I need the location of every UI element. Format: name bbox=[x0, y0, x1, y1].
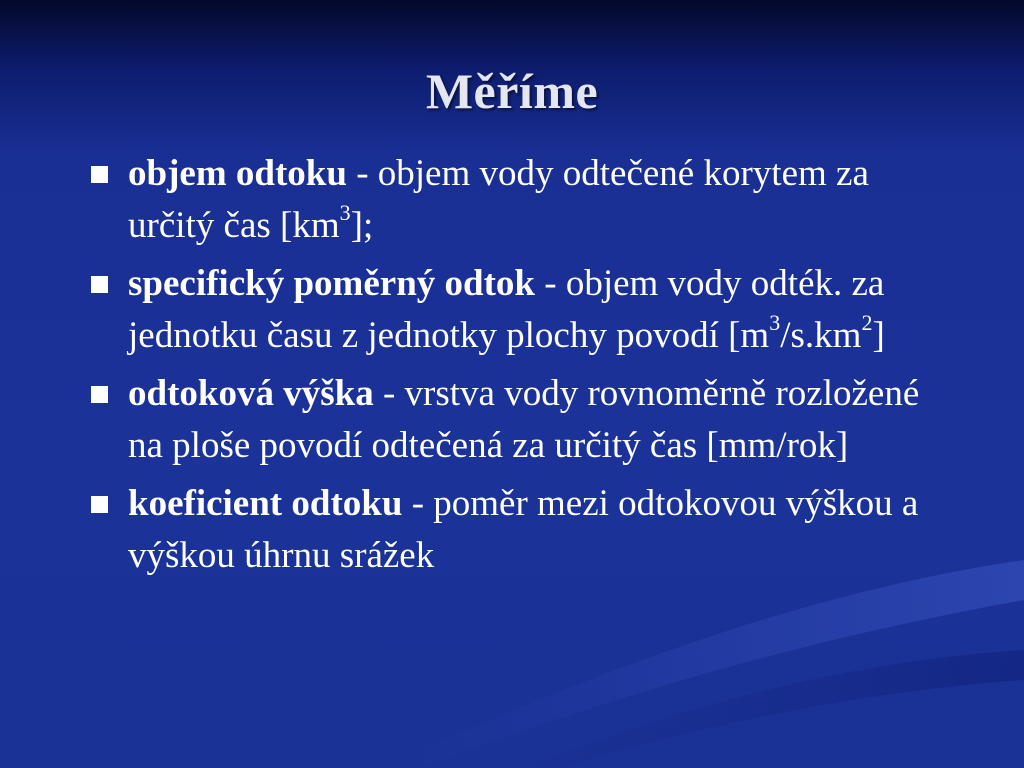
bullet-item-odtokova-vyska bbox=[88, 368, 948, 472]
superscript: 3 bbox=[339, 199, 351, 225]
bullet-definition-middle: /s.km bbox=[780, 315, 862, 356]
bullet-term: objem odtoku bbox=[128, 153, 347, 194]
square-bullet-icon bbox=[91, 386, 108, 403]
superscript: 2 bbox=[861, 309, 873, 335]
bullet-list bbox=[88, 148, 948, 588]
bullet-term: specifický poměrný odtok bbox=[128, 263, 535, 304]
bullet-item-objem-odtoku bbox=[88, 148, 948, 252]
bullet-definition: - objem vody odték. za jednotku času z jednotky plochy povodí [m bbox=[128, 263, 885, 356]
slide-title: Měříme bbox=[425, 63, 599, 119]
square-bullet-icon bbox=[91, 496, 108, 513]
bullet-definition-end: ] bbox=[872, 315, 885, 356]
square-bullet-icon bbox=[91, 276, 108, 293]
bullet-item-koeficient-odtoku bbox=[88, 478, 948, 582]
bullet-definition: - objem vody odtečené korytem za určitý čas [km bbox=[128, 153, 869, 246]
bullet-term: koeficient odtoku bbox=[128, 483, 403, 524]
square-bullet-icon bbox=[91, 166, 108, 183]
superscript: 3 bbox=[769, 309, 781, 335]
bullet-item-specificky-pomerny-odtok bbox=[88, 258, 948, 362]
bullet-term: odtoková výška bbox=[128, 373, 374, 414]
bullet-definition: - poměr mezi odtokovou výškou a výškou úhrnu srážek bbox=[128, 483, 919, 576]
bullet-definition: - vrstva vody rovnoměrně rozložené na ploše povodí odtečená za určitý čas [mm/rok] bbox=[128, 373, 920, 466]
bullet-definition-end: ]; bbox=[350, 205, 374, 246]
